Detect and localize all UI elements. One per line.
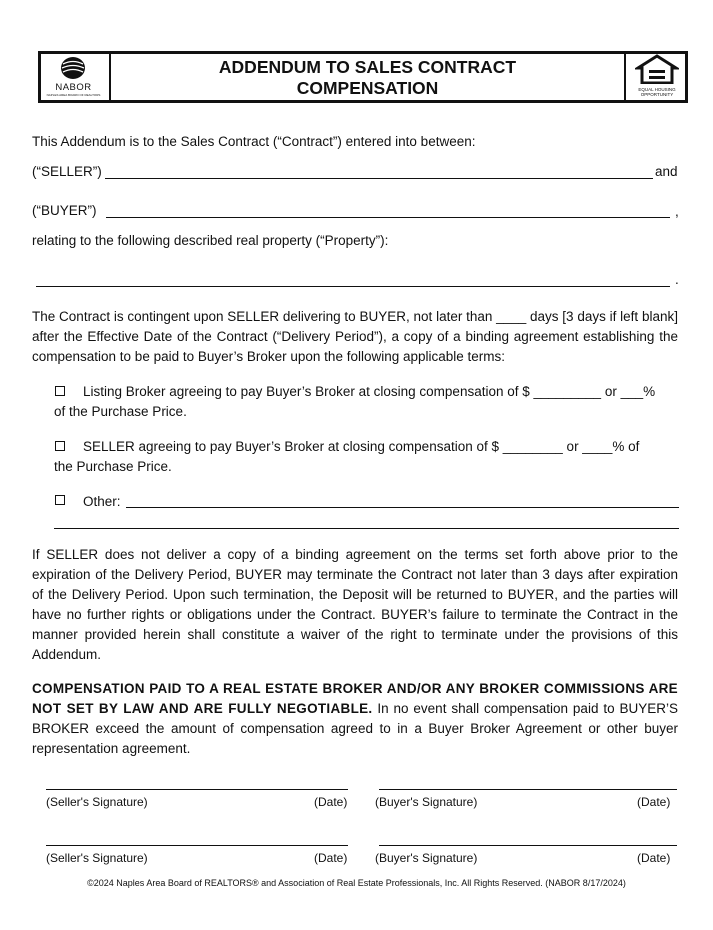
logo-cell	[38, 51, 111, 103]
equal-housing-cell	[624, 51, 688, 103]
title-line-2: COMPENSATION	[296, 78, 439, 98]
contingent-paragraph: The Contract is contingent upon SELLER delivering to BUYER, not later than ____ days [3 days if left blank] after the Effective Date of the Contract (“Delivery Period”), a copy of a binding agreement establishing the compensation to be paid to Buyer’s Broker upon the following applicable terms:	[32, 309, 678, 364]
option-1-line-1: Listing Broker agreeing to pay Buyer’s Broker at closing compensation of $ _________ or ___%	[83, 384, 656, 399]
other-field-line-1[interactable]	[126, 507, 679, 508]
copyright-footer: ©2024 Naples Area Board of REALTORS® and Association of Real Estate Professionals, Inc. All Rights Reserved. (NABOR 8/17/2024)	[87, 878, 626, 888]
logo-subtext: NAPLES AREA BOARD OF REALTORS	[46, 93, 101, 97]
compensation-rest-text: In no event shall compensation paid to BUYER’S BROKER exceed the amount of compensation agreed to in a Buyer Broker Agreement or other buyer representation agreement.	[32, 701, 678, 756]
property-period: .	[675, 272, 679, 287]
other-checkbox[interactable]	[55, 495, 65, 505]
buyer-name-field[interactable]	[106, 217, 670, 218]
termination-paragraph: If SELLER does not deliver a copy of a binding agreement on the terms set forth above prior to the expiration of the Delivery Period, BUYER may terminate the Contract not later than 3 days after expiration of the Delivery Period. Upon such termination, the Deposit will be returned to BUYER, and the parties will have no further rights or obligations under the Contract. BUYER’s failure to terminate the Contract in the manner provided herein shall constitute a waiver of the right to terminate under the provisions of this Addendum.	[32, 547, 678, 662]
buyer-comma: ,	[675, 204, 679, 219]
buyer-date-label-1: (Date)	[637, 795, 671, 809]
page-title	[111, 57, 624, 99]
equal-housing-icon	[635, 54, 679, 84]
buyer-signature-line-1[interactable]	[379, 789, 677, 790]
buyer-signature-label-1: (Buyer's Signature)	[375, 795, 478, 809]
title-line-1: ADDENDUM TO SALES CONTRACT	[218, 57, 517, 77]
seller-signature-line-2[interactable]	[46, 845, 348, 846]
seller-signature-label-1: (Seller's Signature)	[46, 795, 148, 809]
seller-date-label-2: (Date)	[314, 851, 348, 865]
option-2-line-2: the Purchase Price.	[54, 459, 172, 474]
buyer-label: (“BUYER”)	[32, 203, 97, 218]
buyer-signature-label-2: (Buyer's Signature)	[375, 851, 478, 865]
property-label: relating to the following described real property (“Property”):	[32, 233, 389, 248]
option-1-line-2: of the Purchase Price.	[54, 404, 187, 419]
intro-text: This Addendum is to the Sales Contract (“Contract”) entered into between:	[32, 134, 476, 149]
other-label: Other:	[83, 494, 121, 509]
seller-pays-checkbox[interactable]	[55, 441, 65, 451]
nabor-logo-icon	[59, 55, 87, 81]
compensation-bold-text: COMPENSATION PAID TO A REAL ESTATE BROKER AND/OR ANY BROKER COMMISSIONS ARE NOT SET BY LAW AND ARE FULLY NEGOTIABLE.	[32, 681, 678, 716]
seller-date-label-1: (Date)	[314, 795, 348, 809]
seller-name-field[interactable]	[105, 178, 653, 179]
listing-broker-checkbox[interactable]	[55, 386, 65, 396]
compensation-paragraph	[32, 679, 678, 759]
seller-label: (“SELLER”)	[32, 164, 102, 179]
buyer-date-label-2: (Date)	[637, 851, 671, 865]
buyer-signature-line-2[interactable]	[379, 845, 677, 846]
eho-text: EQUAL HOUSING OPPORTUNITY	[638, 87, 676, 97]
seller-signature-label-2: (Seller's Signature)	[46, 851, 148, 865]
other-field-line-2[interactable]	[54, 528, 679, 529]
seller-signature-line-1[interactable]	[46, 789, 348, 790]
option-2-line-1: SELLER agreeing to pay Buyer’s Broker at closing compensation of $ ________ or ____% of	[83, 439, 640, 454]
logo-text: NABOR	[55, 82, 92, 93]
and-label: and	[655, 164, 678, 179]
property-field[interactable]	[36, 286, 670, 287]
